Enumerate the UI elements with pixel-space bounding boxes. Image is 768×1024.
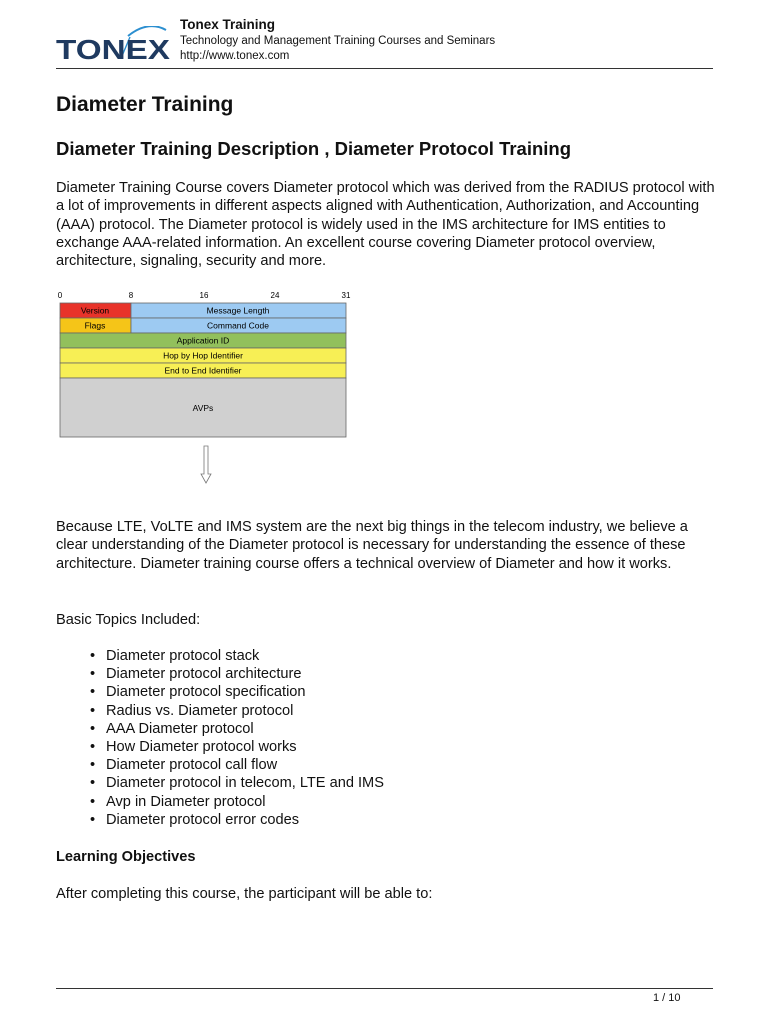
bit-label-16: 16 (199, 291, 209, 300)
list-item: • Diameter protocol error codes (56, 811, 384, 829)
end-to-end-label: End to End Identifier (164, 365, 242, 376)
list-item: • Diameter protocol architecture (56, 665, 384, 683)
page-number: 1 / 10 (653, 992, 681, 1004)
list-item: • Diameter protocol stack (56, 647, 384, 665)
list-item: • Diameter protocol call flow (56, 756, 384, 774)
header-subtitle: Technology and Management Training Courses and Seminars (180, 35, 496, 47)
message-length-label: Message Length (206, 305, 270, 316)
list-item: • Diameter protocol specification (56, 683, 384, 701)
tonex-logo (56, 26, 172, 62)
bit-label-8: 8 (128, 291, 134, 300)
avps-label: AVPs (192, 403, 214, 413)
footer-divider (56, 988, 713, 989)
header-url[interactable]: http://www.tonex.com (180, 50, 290, 62)
bit-label-31: 31 (341, 291, 351, 300)
list-item: • AAA Diameter protocol (56, 720, 384, 738)
document-title: Diameter Training (56, 93, 234, 116)
page-header (56, 12, 713, 69)
header-divider (56, 68, 713, 69)
bit-label-0: 0 (57, 291, 63, 300)
command-code-label: Command Code (207, 320, 269, 331)
hop-by-hop-label: Hop by Hop Identifier (163, 350, 243, 361)
document-subtitle: Diameter Training Description , Diameter Protocol Training (56, 138, 572, 159)
header-title: Tonex Training (180, 17, 276, 32)
learning-intro: After completing this course, the participant will be able to: (56, 886, 433, 902)
topics-heading: Basic Topics Included: (56, 612, 201, 628)
list-item: • Radius vs. Diameter protocol (56, 702, 384, 720)
flags-label: Flags (84, 320, 106, 331)
topics-list (56, 647, 384, 829)
down-arrow-icon (201, 446, 211, 483)
logo-text: TONEX (56, 34, 171, 62)
learning-objectives-heading: Learning Objectives (56, 849, 196, 865)
version-label: Version (80, 305, 110, 316)
intro-paragraph: Diameter Training Course covers Diameter protocol which was derived from the RADIUS protocol with a lot of improvements in different aspects aligned with Authentication, Authorization, and Accounting (AAA) protocol. The Diameter protocol is widely used in the IMS architecture for IMS entities to exchange AAA-related information. An excellent course covering Diameter protocol overview, architecture, signaling, security and more. (56, 180, 715, 270)
list-item: • How Diameter protocol works (56, 738, 384, 756)
bit-label-24: 24 (270, 291, 280, 300)
list-item: • Diameter protocol in telecom, LTE and IMS (56, 774, 384, 792)
diameter-header-diagram (54, 286, 354, 486)
list-item: • Avp in Diameter protocol (56, 793, 384, 811)
application-id-label: Application ID (176, 335, 230, 346)
lte-paragraph: Because LTE, VoLTE and IMS system are the next big things in the telecom industry, we believe a clear understanding of the Diameter protocol is necessary for understanding the essence of these architecture. Diameter training course offers a technical overview of Diameter and how it works. (56, 519, 688, 572)
